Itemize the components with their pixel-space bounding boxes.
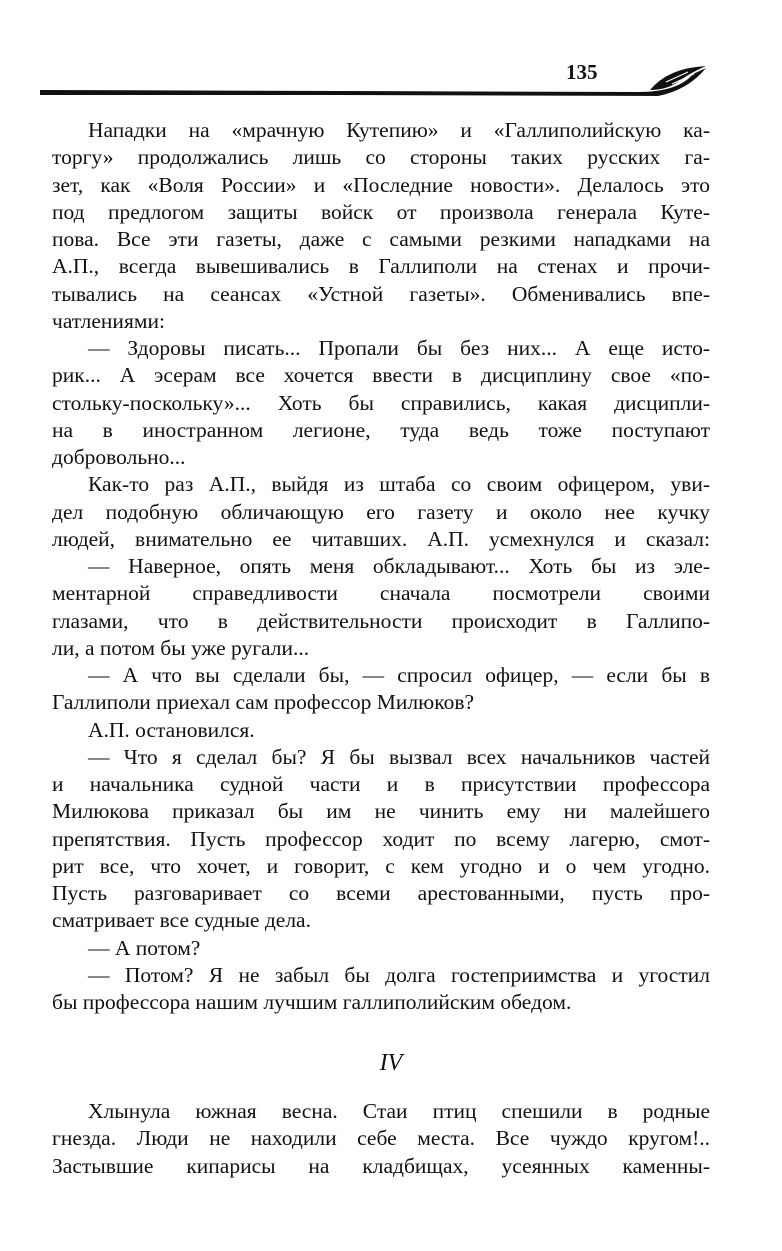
text-line: ментарной справедливости сначала посмотрели своими [52, 581, 710, 606]
text-line: Как-то раз А.П., выйдя из штаба со своим офицером, уви- [88, 472, 710, 497]
text-line: зет, как «Воля России» и «Последние новости». Делалось это [52, 172, 710, 197]
text-line: рит все, что хочет, и говорит, с кем угодно и о чем угодно. [52, 853, 710, 878]
text-line: — Здоровы писать... Пропали бы без них... А еще исто- [88, 336, 710, 360]
text-line: и начальника судной части и в присутствии профессора [52, 772, 710, 796]
text-line: Хлынула южная весна. Стаи птиц спешили в родные [88, 1099, 710, 1123]
text-line: бы профессора нашим лучшим галлиполийским обедом. [52, 990, 572, 1014]
text-line: А.П. остановился. [88, 717, 255, 742]
text-line: — А что вы сделали бы, — спросил офицер, — если бы в [88, 663, 710, 687]
text-line: Галлиполи приехал сам профессор Милюков? [52, 690, 475, 715]
text-line: людей, внимательно ее читавших. А.П. усмехнулся и сказал: [52, 526, 710, 551]
text-line: дел подобную обличающую его газету и около нее кучку [52, 499, 710, 524]
text-line: Пусть разговаривает со всеми арестованными, пусть про- [52, 881, 710, 905]
text-line: чатлениями: [52, 308, 165, 333]
text-line: тывались на сеансах «Устной газеты». Обменивались впе- [52, 281, 710, 306]
text-line: — А потом? [88, 935, 201, 960]
text-line: Нападки на «мрачную Кутепию» и «Галлиполийскую ка- [88, 118, 710, 142]
text-line: добровольно... [52, 445, 186, 469]
page-number: 135 [566, 60, 598, 84]
text-line: рик... А эсерам все хочется ввести в дисциплину свое «по- [52, 363, 710, 388]
text-line: пова. Все эти газеты, даже с самыми резкими нападками на [52, 227, 710, 251]
text-line: торгу» продолжались лишь со стороны таких русских га- [52, 145, 710, 170]
text-line: сматривает все судные дела. [52, 908, 311, 933]
section-heading: IV [379, 1050, 403, 1076]
text-line: — Потом? Я не забыл бы долга гостеприимства и угостил [88, 962, 710, 987]
text-line: препятствия. Пусть профессор ходит по всему лагерю, смот- [52, 826, 710, 851]
text-line: глазами, что в действительности происходит в Галлипо- [52, 608, 710, 633]
text-line: под предлогом защиты войск от произвола генерала Куте- [52, 199, 710, 224]
text-line: А.П., всегда вывешивались в Галлиполи на стенах и прочи- [52, 254, 710, 279]
text-line: на в иностранном легионе, туда ведь тоже поступают [52, 417, 710, 442]
text-line: Милюкова приказал бы им не чинить ему ни малейшего [52, 799, 710, 824]
text-line: Застывшие кипарисы на кладбищах, усеянных каменны- [52, 1153, 710, 1178]
text-line: — Что я сделал бы? Я бы вызвал всех начальников частей [88, 744, 710, 769]
text-line: гнезда. Люди не находили себе места. Все чуждо кругом!.. [52, 1126, 710, 1151]
header-ornament-rule [38, 60, 718, 100]
text-line: ли, а потом бы уже ругали... [52, 635, 310, 660]
text-line: — Наверное, опять меня обкладывают... Хоть бы из эле- [88, 554, 710, 578]
text-line: стольку-поскольку»... Хоть бы справились, какая дисципли- [52, 390, 710, 415]
